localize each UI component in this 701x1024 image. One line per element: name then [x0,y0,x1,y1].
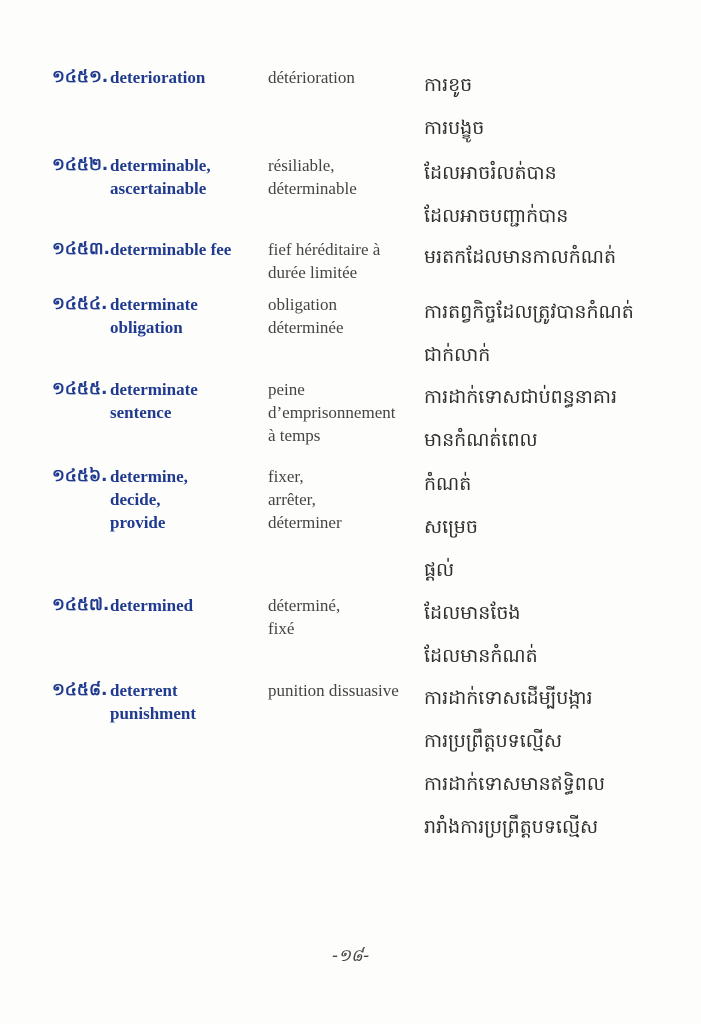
french-term: punition dissuasive [268,681,399,700]
entry-number: ១៤៥៨. [52,680,108,700]
khmer-term: ដែលអាចរំលត់បាន ដែលអាចបញ្ជាក់បាន [424,162,569,227]
entry-number: ១៤៥១. [52,67,109,87]
french-term: peine d’emprisonnement à temps [268,380,396,445]
khmer-term: ការតព្វកិច្ចដែលត្រូវបានកំណត់ ជាក់លាក់ [424,301,634,366]
english-term: determinable, ascertainable [110,156,211,198]
french-term: déterminé, fixé [268,596,341,638]
entry-number: ១៤៥២. [52,155,109,175]
entry-number: ១៤៥៤. [52,294,108,314]
english-term: deterrent punishment [110,681,196,723]
entry-number: ១៤៥៥. [52,379,108,399]
french-term: résiliable, déterminable [268,156,357,198]
khmer-term: ការដាក់ទោសជាប់ពន្ធនាគារ មានកំណត់ពេល [424,386,617,451]
entry-number: ១៤៥៧. [52,595,110,615]
english-term: determinate sentence [110,380,198,422]
khmer-term: ការដាក់ទោសដើម្បីបង្ការ ការប្រព្រឹត្តបទល្មើស ការដាក់ទោសមានឥទ្ធិពល រារាំងការប្រព្រឹត្តបទល្មើស [424,687,605,838]
english-term: determine, decide, provide [110,467,188,532]
khmer-term: ការខូច ការបង្ខូច [424,74,485,139]
page-number: -១៨- [331,946,370,966]
english-term: determined [110,596,194,615]
english-term: determinable fee [110,240,232,259]
english-term: determinate obligation [110,295,198,337]
khmer-term: ដែលមានចែង ដែលមានកំណត់ [424,602,538,667]
khmer-term: មរតកដែលមានកាលកំណត់ [424,246,617,268]
french-term: fixer, arrêter, déterminer [268,467,342,532]
entry-number: ១៤៥៣. [52,239,110,259]
french-term: fief héréditaire à durée limitée [268,240,381,282]
khmer-term: កំណត់ សម្រេច ផ្តល់ [424,473,478,581]
french-term: détérioration [268,68,355,87]
entry-number: ១៤៥៦. [52,466,108,486]
english-term: deterioration [110,68,206,87]
french-term: obligation déterminée [268,295,344,337]
